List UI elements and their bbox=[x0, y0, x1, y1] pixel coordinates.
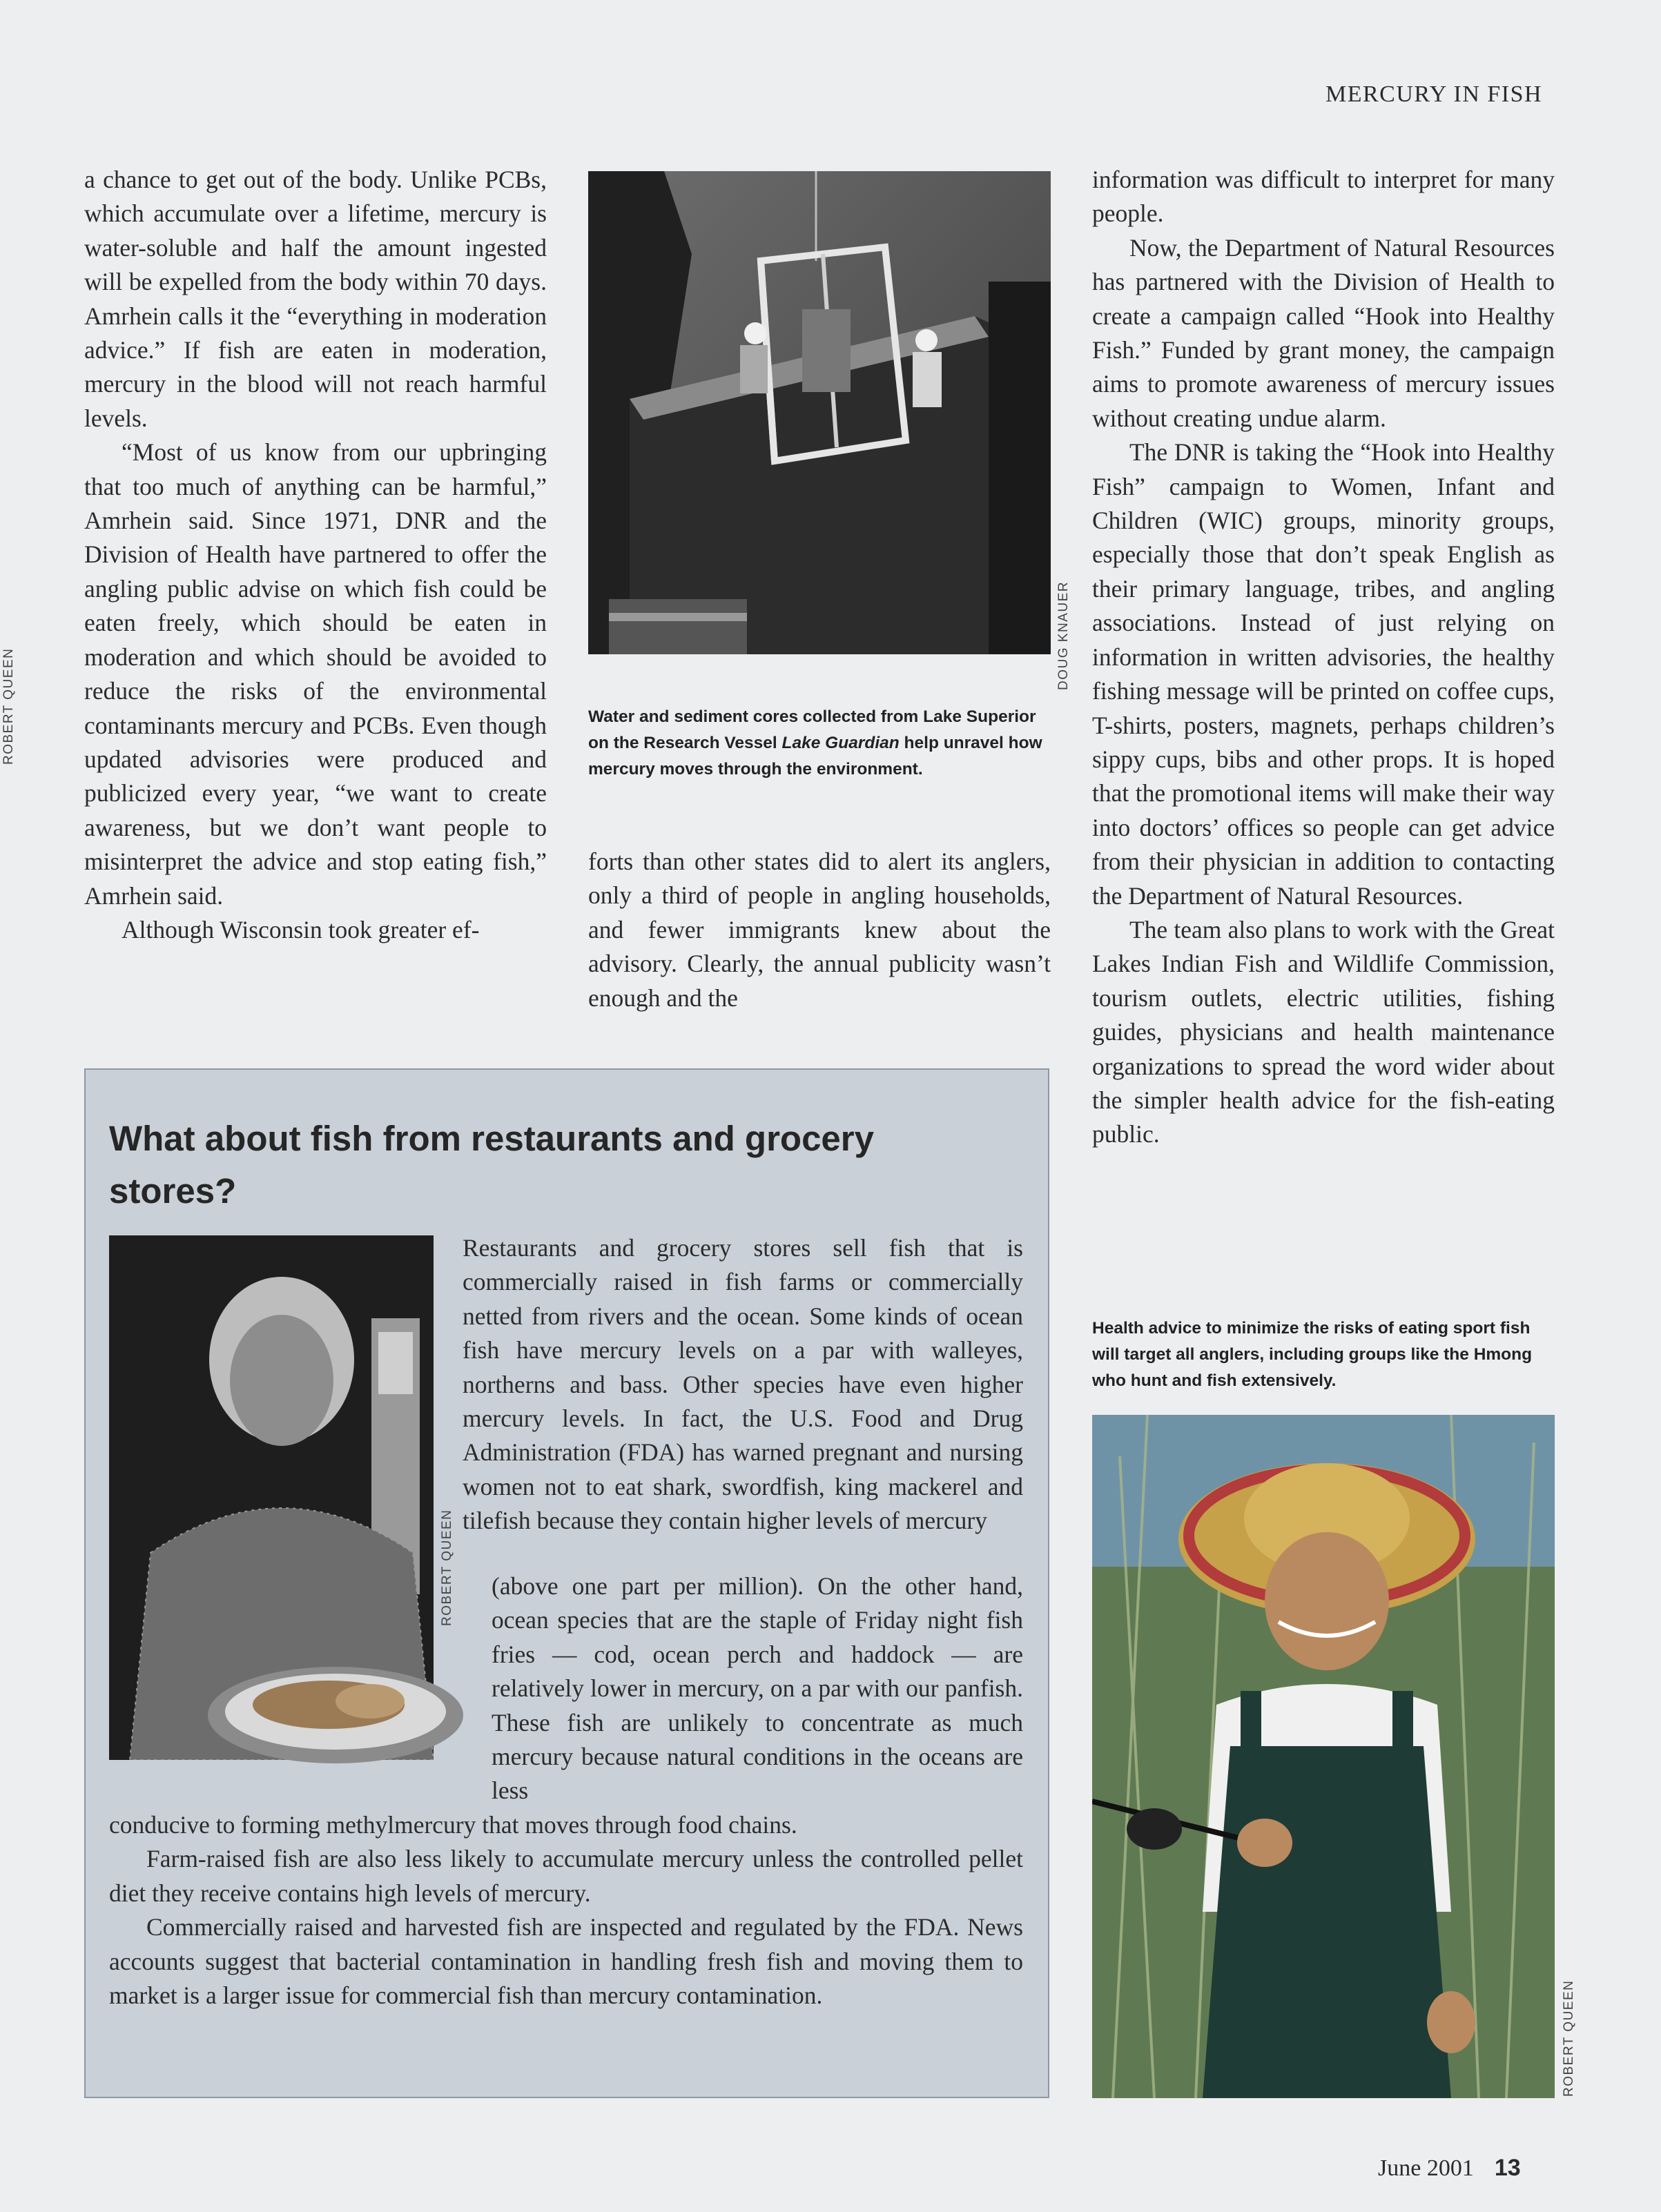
page-footer bbox=[1378, 2155, 1521, 2182]
fish-plate bbox=[204, 1663, 467, 1767]
research-vessel-illustration bbox=[588, 171, 1051, 654]
sidebar-paragraph-1b: (above one part per million). On the other hand, ocean species that are the staple of Friday night fish fries — cod, ocean perch and haddock — are relatively lower in mercury, on a par with our panfish. These fish are unlikely to concentrate as much mercury because natural conditions in the oceans are less bbox=[492, 1572, 1023, 1805]
col1-paragraph-1: a chance to get out of the body. Unlike PCBs, which accumulate over a lifetime, mercury is water-soluble and half the amount ingested will be expelled from the body within 70 days. Amrhein calls it the “everything in moderation advice.” If fish are eaten in moderation, mercury in the blood will not reach harmful levels. bbox=[84, 166, 547, 432]
page-number: 13 bbox=[1494, 2155, 1521, 2181]
sidebar-paragraph-1c: conducive to forming methylmercury that moves through food chains. bbox=[109, 1811, 797, 1839]
angler-photo bbox=[1092, 1415, 1555, 2098]
margin-photo-credit: ROBERT QUEEN bbox=[1, 647, 16, 765]
column-2 bbox=[588, 845, 1051, 1015]
sidebar-text-upper bbox=[463, 1231, 1023, 1538]
col3-paragraph-4: The team also plans to work with the Great Lakes Indian Fish and Wildlife Commission, tourism outlets, electric utilities, fishing guides, physicians and health maintenance organizations to spread the word wider about the simpler health advice for the fish-eating public. bbox=[1092, 915, 1555, 1148]
angler-photo-credit: ROBERT QUEEN bbox=[1562, 1979, 1576, 2097]
boat-caption-text-a: Water and sediment cores collected from Lake Superior on the Research Vessel bbox=[588, 707, 1036, 752]
sidebar-text-middle bbox=[492, 1569, 1023, 1808]
sidebar-title: What about fish from restaurants and grocery stores? bbox=[109, 1119, 875, 1211]
boat-caption-text-b: help unravel how mercury moves through the environment. bbox=[588, 734, 1042, 779]
col1-paragraph-2: “Most of us know from our upbringing that too much of anything can be harmful,” Amrhein said. Since 1971, DNR and the Division of Health have partnered to offer the angling public advise on which fish could be eaten freely, which should be eaten in moderation and which should be avoided to reduce the risks of the environmental contaminants mercury and PCBs. Even though updated advisories were produced and publicized every year, “we want to create awareness, but we don’t want people to misinterpret the advice and stop eating fish,” Amrhein said. bbox=[84, 438, 547, 910]
angler-photo-caption: Health advice to minimize the risks of eating sport fish will target all anglers, including groups like the Hmong who hunt and fish extensively. bbox=[1092, 1319, 1533, 1390]
sidebar-paragraph-2: Farm-raised fish are also less likely to accumulate mercury unless the controlled pellet diet they receive contains high levels of mercury. bbox=[109, 1845, 1023, 1907]
sidebar-text-lower bbox=[109, 1808, 1023, 2013]
column-3 bbox=[1092, 163, 1555, 1152]
boat-photo-credit: DOUG KNAUER bbox=[1056, 581, 1071, 690]
angler-illustration bbox=[1092, 1415, 1555, 2098]
boat-caption-vessel: Lake Guardian bbox=[781, 734, 900, 752]
sidebar-paragraph-3: Commercially raised and harvested fish are inspected and regulated by the FDA. News accounts suggest that bacterial contamination in handling fresh fish and moving them to market is a larger issue for commercial fish than mercury contamination. bbox=[109, 1913, 1023, 2010]
sidebar-paragraph-1a: Restaurants and grocery stores sell fish that is commercially raised in fish farms or commercially netted from rivers and the ocean. Some kinds of ocean fish have mercury levels on a par with walleyes, northerns and bass. Other species have even higher mercury levels. In fact, the U.S. Food and Drug Administration (FDA) has warned pregnant and nursing women not to eat shark, swordfish, king mackerel and tilefish because they contain higher levels of mercury bbox=[463, 1234, 1023, 1535]
research-vessel-photo bbox=[588, 171, 1051, 654]
boat-photo-caption bbox=[588, 704, 1051, 783]
issue-date: June 2001 bbox=[1378, 2155, 1474, 2181]
col3-paragraph-3: The DNR is taking the “Hook into Healthy Fish” campaign to Women, Infant and Children (WIC) groups, minority groups, especially those that don’t speak English as their primary language, tribes, and angling associations. Instead of just relying on information in written advisories, the healthy fishing message will be printed on coffee cups, T-shirts, posters, magnets, perhaps children’s sippy cups, bibs and other props. It is hoped that the promotional items will make their way into doctors’ offices so people can get advice from their physician in addition to contacting the Department of Natural Resources. bbox=[1092, 438, 1555, 910]
col2-paragraph-1: forts than other states did to alert its anglers, only a third of people in angling households, and fewer immigrants knew about the advisory. Clearly, the annual publicity wasn’t enough and the bbox=[588, 848, 1051, 1012]
section-header: MERCURY IN FISH bbox=[1325, 81, 1543, 107]
woman-photo-credit: ROBERT QUEEN bbox=[440, 1509, 454, 1626]
col3-paragraph-1: information was difficult to interpret for many people. bbox=[1092, 166, 1555, 228]
col1-paragraph-3: Although Wisconsin took greater ef- bbox=[122, 915, 480, 943]
col3-paragraph-2: Now, the Department of Natural Resources has partnered with the Division of Health to create a campaign called “Hook into Healthy Fish.” Funded by grant money, the campaign aims to promote awareness of mercury issues without creating undue alarm. bbox=[1092, 233, 1555, 432]
column-1 bbox=[84, 163, 547, 947]
